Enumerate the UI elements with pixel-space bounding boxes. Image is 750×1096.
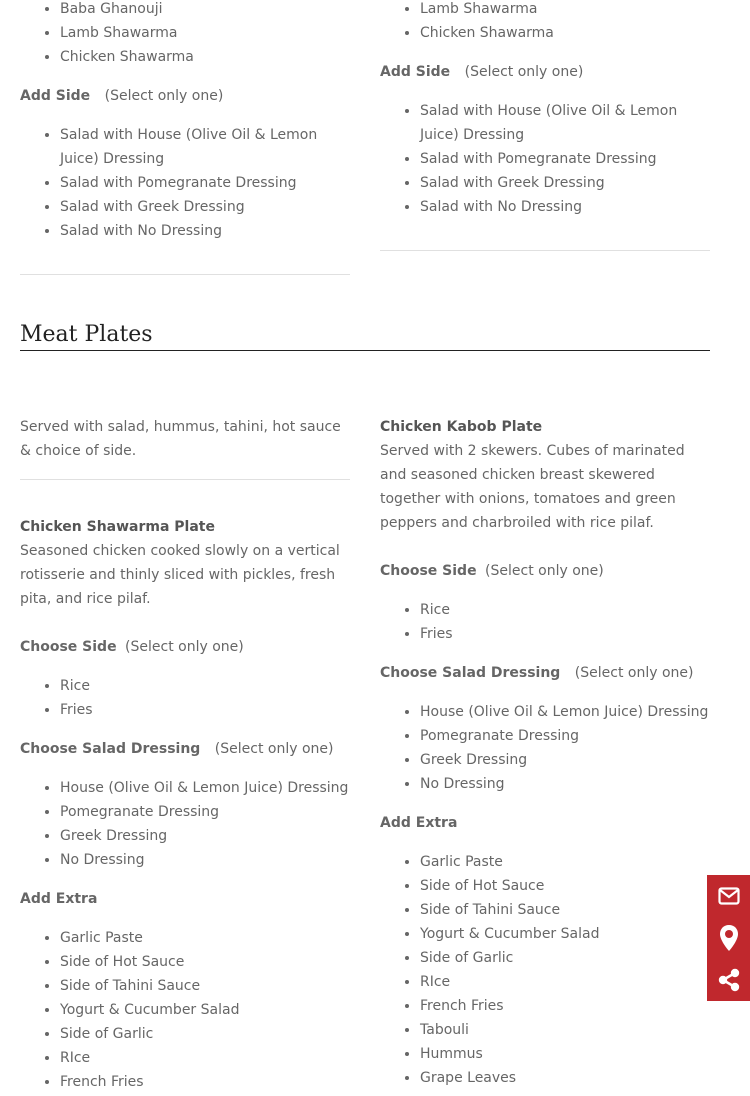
chicken-kabob-plate — [380, 415, 710, 1090]
map-marker-icon — [719, 924, 739, 952]
option-label: Add Side — [20, 88, 91, 104]
list-item: • Hummus — [420, 1042, 710, 1066]
list-item: • Salad with No Dressing — [420, 195, 710, 219]
list-item: • Salad with House (Olive Oil & Lemon Juice) Dressing — [420, 99, 710, 147]
list-item: • Baba Ghanouji — [60, 0, 350, 21]
add-side-options — [380, 99, 710, 219]
dressing-options — [380, 700, 710, 796]
item-title: Chicken Shawarma Plate — [20, 519, 215, 535]
list-item: • Grape Leaves — [420, 1066, 710, 1090]
divider — [20, 274, 350, 275]
section-title: Meat Plates — [20, 319, 710, 351]
side-options — [380, 598, 710, 646]
top-left-items — [20, 0, 350, 69]
list-item: • No Dressing — [420, 772, 710, 796]
divider — [380, 250, 710, 251]
list-item: • Fries — [60, 698, 350, 722]
choose-side-heading — [20, 635, 350, 659]
side-options — [20, 674, 350, 722]
option-note: (Select only one) — [574, 665, 694, 681]
list-item: • Side of Tahini Sauce — [420, 898, 710, 922]
list-item: • Side of Hot Sauce — [60, 950, 350, 974]
list-item: • Rice — [60, 674, 350, 698]
list-item: • Side of Garlic — [60, 1022, 350, 1046]
option-note: (Select only one) — [485, 563, 604, 579]
option-label: Add Extra — [20, 891, 98, 907]
list-item: • Yogurt & Cucumber Salad — [60, 998, 350, 1022]
list-item: • Salad with Pomegranate Dressing — [420, 147, 710, 171]
envelope-icon — [718, 887, 740, 905]
divider — [20, 479, 350, 480]
add-side-options — [20, 123, 350, 243]
option-label: Choose Side — [20, 639, 117, 655]
list-item: • French Fries — [420, 994, 710, 1018]
list-item: • Salad with Pomegranate Dressing — [60, 171, 350, 195]
list-item: • Yogurt & Cucumber Salad — [420, 922, 710, 946]
share-icon — [717, 968, 741, 992]
item-description: Served with 2 skewers. Cubes of marinated and seasoned chicken breast skewered together with onions, tomatoes and green peppers and charbroiled with rice pilaf. — [380, 443, 685, 531]
list-item: • Garlic Paste — [60, 926, 350, 950]
intro-block — [20, 415, 350, 463]
extra-options — [380, 850, 710, 1090]
list-item: • Pomegranate Dressing — [60, 800, 350, 824]
list-item: • Salad with Greek Dressing — [60, 195, 350, 219]
list-item: • Chicken Shawarma — [60, 45, 350, 69]
choose-dressing-heading — [20, 737, 350, 761]
list-item: • Greek Dressing — [420, 748, 710, 772]
add-extra-heading — [20, 887, 350, 911]
list-item: • Pomegranate Dressing — [420, 724, 710, 748]
list-item: • French Fries — [60, 1070, 350, 1094]
share-button[interactable] — [707, 959, 750, 1001]
list-item: • Lamb Shawarma — [60, 21, 350, 45]
list-item: • Salad with No Dressing — [60, 219, 350, 243]
item-title: Chicken Kabob Plate — [380, 419, 543, 435]
top-left-column — [20, 0, 350, 243]
list-item: • Tabouli — [420, 1018, 710, 1042]
option-note: (Select only one) — [104, 88, 224, 104]
chicken-shawarma-plate — [20, 515, 350, 1094]
add-side-heading — [20, 84, 350, 108]
list-item: • No Dressing — [60, 848, 350, 872]
top-right-column — [380, 0, 710, 219]
option-label: Choose Side — [380, 563, 477, 579]
section-intro: Served with salad, hummus, tahini, hot sauce & choice of side. — [20, 419, 341, 459]
top-right-items — [380, 0, 710, 45]
list-item: • Salad with House (Olive Oil & Lemon Juice) Dressing — [60, 123, 350, 171]
floating-contact-bar — [707, 875, 750, 1001]
map-button[interactable] — [707, 917, 750, 959]
list-item: • Fries — [420, 622, 710, 646]
list-item: • Chicken Shawarma — [420, 21, 710, 45]
list-item: • Lamb Shawarma — [420, 0, 710, 21]
option-note: (Select only one) — [214, 741, 334, 757]
option-label: Add Side — [380, 64, 451, 80]
list-item: • Side of Tahini Sauce — [60, 974, 350, 998]
option-label: Choose Salad Dressing — [380, 665, 561, 681]
option-label: Choose Salad Dressing — [20, 741, 201, 757]
item-description: Seasoned chicken cooked slowly on a vertical rotisserie and thinly sliced with pickles, fresh pita, and rice pilaf. — [20, 543, 340, 607]
list-item: • House (Olive Oil & Lemon Juice) Dressing — [60, 776, 350, 800]
list-item: • RIce — [60, 1046, 350, 1070]
list-item: • Side of Garlic — [420, 946, 710, 970]
list-item: • Garlic Paste — [420, 850, 710, 874]
email-button[interactable] — [707, 875, 750, 917]
choose-side-heading — [380, 559, 710, 583]
option-note: (Select only one) — [125, 639, 244, 655]
option-label: Add Extra — [380, 815, 458, 831]
extra-options — [20, 926, 350, 1094]
list-item: • Side of Hot Sauce — [420, 874, 710, 898]
add-side-heading — [380, 60, 710, 84]
list-item: • Greek Dressing — [60, 824, 350, 848]
choose-dressing-heading — [380, 661, 710, 685]
list-item: • RIce — [420, 970, 710, 994]
list-item: • Rice — [420, 598, 710, 622]
list-item: • Salad with Greek Dressing — [420, 171, 710, 195]
dressing-options — [20, 776, 350, 872]
option-note: (Select only one) — [464, 64, 584, 80]
list-item: • House (Olive Oil & Lemon Juice) Dressing — [420, 700, 710, 724]
add-extra-heading — [380, 811, 710, 835]
